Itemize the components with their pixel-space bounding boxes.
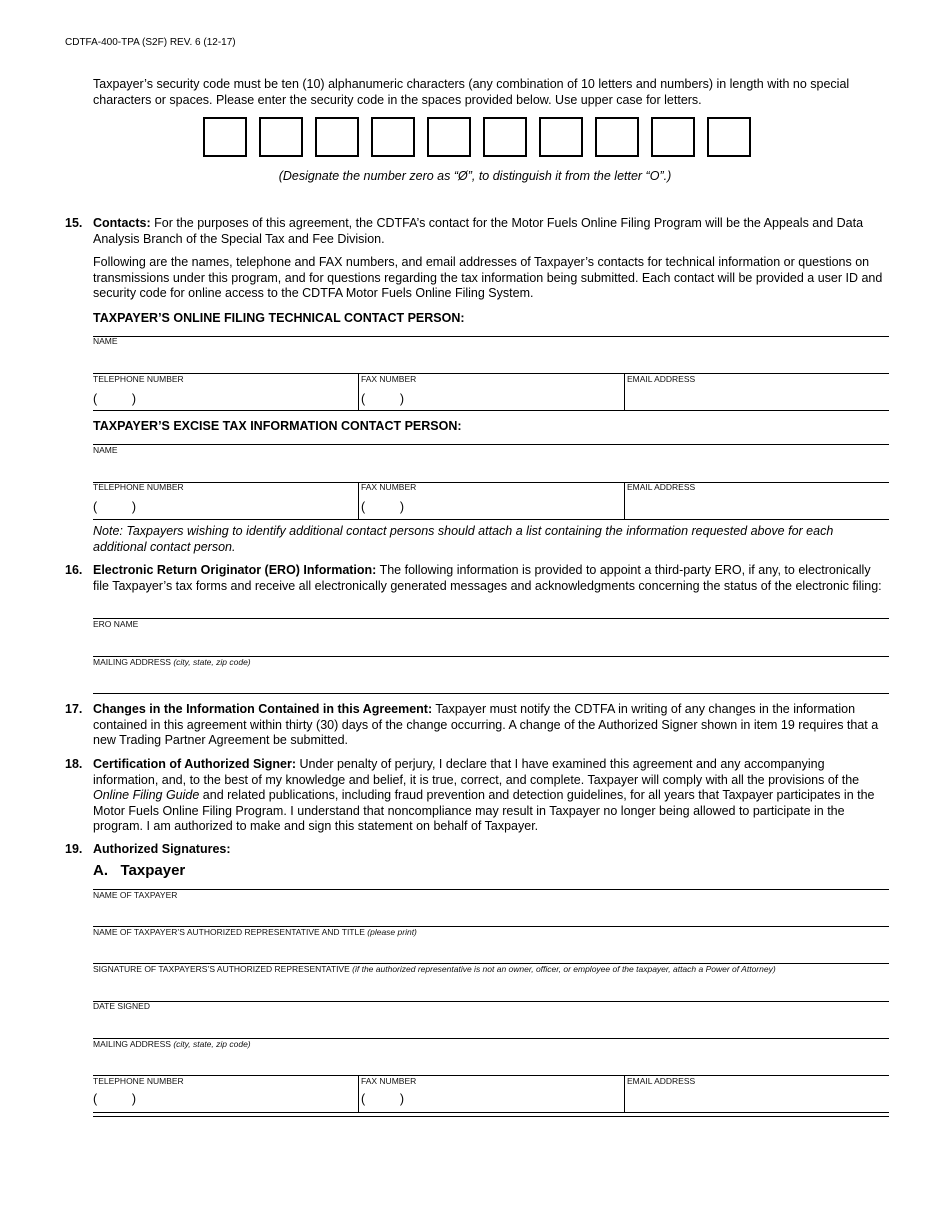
taxpayer-subheading: A. Taxpayer <box>93 862 186 879</box>
divider <box>624 1075 625 1112</box>
ero-mailing-field[interactable] <box>93 667 889 692</box>
security-code-box-1[interactable] <box>203 117 247 157</box>
excise-telephone-field[interactable]: ( ) <box>93 500 137 514</box>
signature-label-text: SIGNATURE OF TAXPAYERS’S AUTHORIZED REPRESENTATIVE <box>93 964 350 974</box>
technical-email-label: EMAIL ADDRESS <box>627 374 696 384</box>
signature-label <box>93 964 889 974</box>
divider <box>93 519 889 520</box>
representative-label-text: NAME OF TAXPAYER’S AUTHORIZED REPRESENTATIVE AND TITLE <box>93 927 365 937</box>
technical-name-field[interactable] <box>93 346 889 372</box>
taxpayer-fax-field[interactable]: ( ) <box>361 1092 405 1106</box>
divider <box>93 482 889 483</box>
excise-email-field[interactable] <box>627 494 885 516</box>
security-code-box-6[interactable] <box>483 117 527 157</box>
security-code-box-5[interactable] <box>427 117 471 157</box>
date-signed-label: DATE SIGNED <box>93 1001 150 1011</box>
section-15-paragraph-2: Following are the names, telephone and FAX numbers, and email addresses of Taxpayer’s contacts for technical information or questions on transmissions under this program, and for questions regarding the tax information being submitted. Each contact will be provided a user ID and security code for online access to the CDTFA Motor Fuels Online Filing System. <box>93 255 883 301</box>
divider <box>358 1075 359 1112</box>
ero-mailing-hint: (city, state, zip code) <box>173 657 251 667</box>
form-id: CDTFA-400-TPA (S2F) REV. 6 (12-17) <box>65 37 236 48</box>
section-15-note: Note: Taxpayers wishing to identify additional contact persons should attach a list containing the information requested above for each additional contact person. <box>93 524 834 554</box>
divider <box>93 373 889 374</box>
section-15-title: Contacts: <box>93 216 151 230</box>
excise-fax-label: FAX NUMBER <box>361 482 417 492</box>
name-of-taxpayer-label: NAME OF TAXPAYER <box>93 890 178 900</box>
section-17-title: Changes in the Information Contained in this Agreement: <box>93 702 433 716</box>
section-18-body-b: and related publications, including fraud prevention and detection guidelines, for all years that Taxpayer participates in the Motor Fuels Online Filing Program. I understand that noncompliance may result in Taxpayer no longer being allowed to participate in the program. I am authorized to make and sign this statement on behalf of Taxpayer. <box>93 788 875 834</box>
divider <box>358 482 359 519</box>
security-code-box-7[interactable] <box>539 117 583 157</box>
divider <box>93 1075 889 1076</box>
ero-mailing-label <box>93 657 251 667</box>
taxpayer-mailing-hint: (city, state, zip code) <box>173 1039 251 1049</box>
divider <box>93 336 889 337</box>
section-15-text: For the purposes of this agreement, the CDTFA’s contact for the Motor Fuels Online Filing Program will be the Appeals and Data Analysis Branch of the Special Tax and Fee Division. <box>93 216 864 246</box>
security-code-box-2[interactable] <box>259 117 303 157</box>
taxpayer-email-label: EMAIL ADDRESS <box>627 1076 696 1086</box>
divider <box>93 1112 889 1113</box>
technical-email-field[interactable] <box>627 386 885 408</box>
security-code-boxes <box>203 117 753 157</box>
technical-telephone-label: TELEPHONE NUMBER <box>93 374 184 384</box>
section-18-body-a: Under penalty of perjury, I declare that I have examined this agreement and any accompanying information, and, to the best of my knowledge and belief, it is true, correct, and complete. Taxpayer will comply with all the provisions of the <box>93 757 860 787</box>
signature-hint: (if the authorized representative is not an owner, officer, or employee of the taxpayer, attach a Power of Attorney) <box>352 964 776 974</box>
security-code-box-10[interactable] <box>707 117 751 157</box>
divider <box>358 373 359 410</box>
technical-contact-heading: TAXPAYER’S ONLINE FILING TECHNICAL CONTACT PERSON: <box>93 311 465 325</box>
excise-contact-heading: TAXPAYER’S EXCISE TAX INFORMATION CONTACT PERSON: <box>93 419 462 433</box>
divider <box>93 410 889 411</box>
excise-name-label: NAME <box>93 445 118 455</box>
taxpayer-fax-label: FAX NUMBER <box>361 1076 417 1086</box>
security-code-box-8[interactable] <box>595 117 639 157</box>
representative-hint: (please print) <box>367 927 417 937</box>
divider <box>93 693 889 694</box>
section-15-intro <box>93 216 883 247</box>
signature-field[interactable] <box>93 974 889 1000</box>
name-of-taxpayer-field[interactable] <box>93 900 889 925</box>
section-16-text <box>93 563 883 594</box>
technical-fax-label: FAX NUMBER <box>361 374 417 384</box>
security-code-box-9[interactable] <box>651 117 695 157</box>
section-16-number: 16. <box>65 563 83 577</box>
taxpayer-telephone-label: TELEPHONE NUMBER <box>93 1076 184 1086</box>
section-17-text <box>93 702 883 749</box>
excise-fax-field[interactable]: ( ) <box>361 500 405 514</box>
divider <box>93 1001 889 1002</box>
taxpayer-mailing-label-text: MAILING ADDRESS <box>93 1039 171 1049</box>
section-16-body: The following information is provided to appoint a third-party ERO, if any, to electronically file Taxpayer’s tax forms and receive all electronically generated messages and acknowledgments concerning the status of the electronic filing: <box>93 563 882 593</box>
excise-email-label: EMAIL ADDRESS <box>627 482 696 492</box>
divider <box>93 1116 889 1117</box>
technical-fax-field[interactable]: ( ) <box>361 392 405 406</box>
divider <box>624 373 625 410</box>
section-18-text <box>93 757 883 835</box>
section-15-number: 15. <box>65 216 83 230</box>
security-code-box-3[interactable] <box>315 117 359 157</box>
representative-field[interactable] <box>93 937 889 962</box>
taxpayer-email-field[interactable] <box>627 1087 885 1109</box>
security-code-note: (Designate the number zero as “Ø”, to distinguish it from the letter “O”.) <box>278 169 672 183</box>
section-17-body: Taxpayer must notify the CDTFA in writing of any changes in the information contained in this agreement within thirty (30) days of the change occurring. A change of the Authorized Signer shown in item 19 requires that a new Trading Partner Agreement be submitted. <box>93 702 879 748</box>
section-18-number: 18. <box>65 757 83 771</box>
taxpayer-mailing-field[interactable] <box>93 1049 889 1075</box>
divider <box>93 444 889 445</box>
security-code-instructions: Taxpayer’s security code must be ten (10) alphanumeric characters (any combination of 10 letters and numbers) in length with no special characters or spaces. Please enter the security code in the spaces provided below. Use upper case for letters. <box>93 77 850 107</box>
divider <box>624 482 625 519</box>
divider <box>93 889 889 890</box>
excise-name-field[interactable] <box>93 455 889 481</box>
section-16-title: Electronic Return Originator (ERO) Information: <box>93 563 377 577</box>
security-code-box-4[interactable] <box>371 117 415 157</box>
section-19-number: 19. <box>65 842 83 856</box>
taxpayer-telephone-field[interactable]: ( ) <box>93 1092 137 1106</box>
ero-name-label: ERO NAME <box>93 619 139 629</box>
taxpayer-mailing-label <box>93 1039 251 1049</box>
technical-name-label: NAME <box>93 336 118 346</box>
technical-telephone-field[interactable]: ( ) <box>93 392 137 406</box>
date-signed-field[interactable] <box>93 1011 889 1037</box>
excise-telephone-label: TELEPHONE NUMBER <box>93 482 184 492</box>
section-18-title: Certification of Authorized Signer: <box>93 757 297 771</box>
ero-name-field[interactable] <box>93 629 889 655</box>
representative-label <box>93 927 417 937</box>
section-19-title: Authorized Signatures: <box>93 842 231 856</box>
section-17-number: 17. <box>65 702 83 716</box>
online-filing-guide: Online Filing Guide <box>93 788 200 803</box>
ero-mailing-label-text: MAILING ADDRESS <box>93 657 171 667</box>
divider <box>93 618 889 619</box>
